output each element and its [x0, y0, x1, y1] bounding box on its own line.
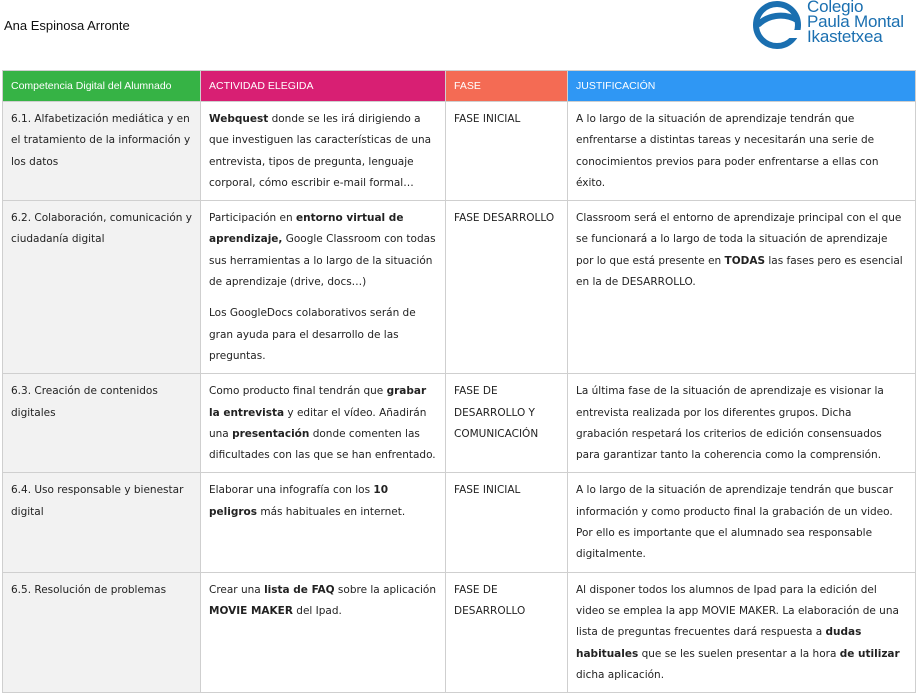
bold-text: 10 peligros	[209, 484, 389, 518]
text-segment: Google Classroom con todas sus herramientas a lo largo de la situación de aprendizaje (drive, docs…)	[209, 233, 436, 289]
logo-line-2: Paula Montal	[807, 12, 904, 31]
cell-fase: FASE DE DESARROLLO	[446, 572, 568, 692]
cell-justificacion	[568, 201, 916, 374]
cell-justificacion	[568, 374, 916, 473]
logo-e-icon	[753, 0, 801, 50]
text-segment: del Ipad.	[292, 604, 342, 617]
cell-justificacion	[568, 102, 916, 201]
table-row	[3, 102, 916, 201]
text-segment: A lo largo de la situación de aprendizaje tendrán que enfrentarse a distintas tareas y necesitarán una serie de conocimientos previos para poder enfrentarse a ellas con éxito.	[576, 113, 879, 189]
actividad-paragraph	[209, 580, 437, 623]
header-fase: FASE	[446, 71, 568, 102]
cell-competencia: 6.1. Alfabetización mediática y en el tratamiento de la información y los datos	[3, 102, 201, 201]
text-segment: sobre la aplicación	[334, 583, 436, 596]
text-segment: Elaborar una infografía con los	[209, 484, 374, 497]
text-segment: donde se les irá dirigiendo a que investiguen las características de una entrevista, tipos de pregunta, lenguaje corporal, cómo escribir e-mail formal…	[209, 113, 432, 189]
actividad-paragraph	[209, 480, 437, 523]
text-segment: A lo largo de la situación de aprendizaje tendrán que buscar información y como producto final la grabación de un video. Por ello es importante que el alumnado sea responsable digitalmente.	[576, 484, 894, 561]
header-actividad: ACTIVIDAD ELEGIDA	[201, 71, 446, 102]
school-logo	[753, 0, 918, 50]
text-segment: Como producto final tendrán que	[209, 385, 387, 398]
bold-text: entorno virtual de aprendizaje,	[209, 212, 404, 246]
cell-actividad	[201, 201, 446, 374]
text-segment: Crear una	[209, 583, 265, 596]
cell-actividad	[201, 374, 446, 473]
cell-competencia: 6.4. Uso responsable y bienestar digital	[3, 473, 201, 572]
cell-competencia: 6.2. Colaboración, comunicación y ciudadanía digital	[3, 201, 201, 374]
cell-actividad	[201, 102, 446, 201]
actividad-paragraph	[209, 208, 437, 293]
author-name: Ana Espinosa Arronte	[4, 18, 130, 33]
cell-competencia: 6.3. Creación de contenidos digitales	[3, 374, 201, 473]
cell-fase: FASE INICIAL	[446, 102, 568, 201]
cell-justificacion	[568, 473, 916, 572]
text-segment: dicha aplicación.	[576, 668, 665, 681]
text-segment: Participación en	[209, 212, 296, 225]
cell-actividad	[201, 473, 446, 572]
text-segment: Los GoogleDocs colaborativos serán de gran ayuda para el desarrollo de las preguntas.	[209, 307, 416, 362]
text-segment: Classroom será el entorno de aprendizaje principal con el que se funcionará a lo largo de toda la situación de aprendizaje por lo que está presente en	[576, 212, 902, 267]
table-row	[3, 201, 916, 374]
header-justificacion: JUSTIFICACIÓN	[568, 71, 916, 102]
bold-text: Webquest	[209, 113, 269, 125]
cell-competencia: 6.5. Resolución de problemas	[3, 572, 201, 692]
bold-text: dudas habituales	[576, 626, 862, 660]
bold-text: grabar la entrevista	[209, 385, 427, 419]
text-segment: las fases pero es esencial en la de DESARROLLO.	[576, 254, 903, 289]
actividad-paragraph	[209, 381, 437, 466]
bold-text: presentación	[232, 427, 310, 440]
table-row	[3, 473, 916, 572]
logo-text	[807, 0, 904, 44]
text-segment: donde comenten las dificultades con las que se han enfrentado.	[209, 427, 436, 462]
table-body	[3, 102, 916, 693]
cell-fase: FASE INICIAL	[446, 473, 568, 572]
actividad-paragraph	[209, 303, 437, 367]
text-segment: más habituales en internet.	[257, 505, 406, 518]
text-segment: que se les suelen presentar a la hora	[638, 647, 840, 660]
cell-actividad	[201, 572, 446, 692]
actividad-paragraph	[209, 109, 437, 194]
cell-fase: FASE DESARROLLO	[446, 201, 568, 374]
cell-fase: FASE DE DESARROLLO Y COMUNICACIÓN	[446, 374, 568, 473]
logo-line-3: Ikastetxea	[807, 27, 883, 46]
text-segment: y editar el vídeo. Añadirán una	[209, 406, 427, 440]
cell-justificacion	[568, 572, 916, 692]
competencias-table	[2, 70, 916, 693]
bold-text: de utilizar	[839, 647, 900, 660]
bold-text: MOVIE MAKER	[209, 604, 293, 617]
table-row	[3, 374, 916, 473]
logo-line-1: Colegio	[807, 0, 864, 16]
text-segment: Al disponer todos los alumnos de Ipad para la edición del video se emplea la app MOVIE MAKER. La elaboración de una lista de preguntas frecuentes dará respuesta a	[576, 583, 899, 639]
header-competencia: Competencia Digital del Alumnado	[3, 71, 201, 102]
table-row	[3, 572, 916, 692]
table-header-row	[3, 71, 916, 102]
bold-text: lista de FAQ	[264, 583, 335, 596]
text-segment: La última fase de la situación de aprendizaje es visionar la entrevista realizada por los diferentes grupos. Dicha grabación respetará los criterios de edición consensuados para garantizar tanto la coherencia como la comprensión.	[576, 385, 884, 462]
bold-text: TODAS	[724, 254, 766, 267]
